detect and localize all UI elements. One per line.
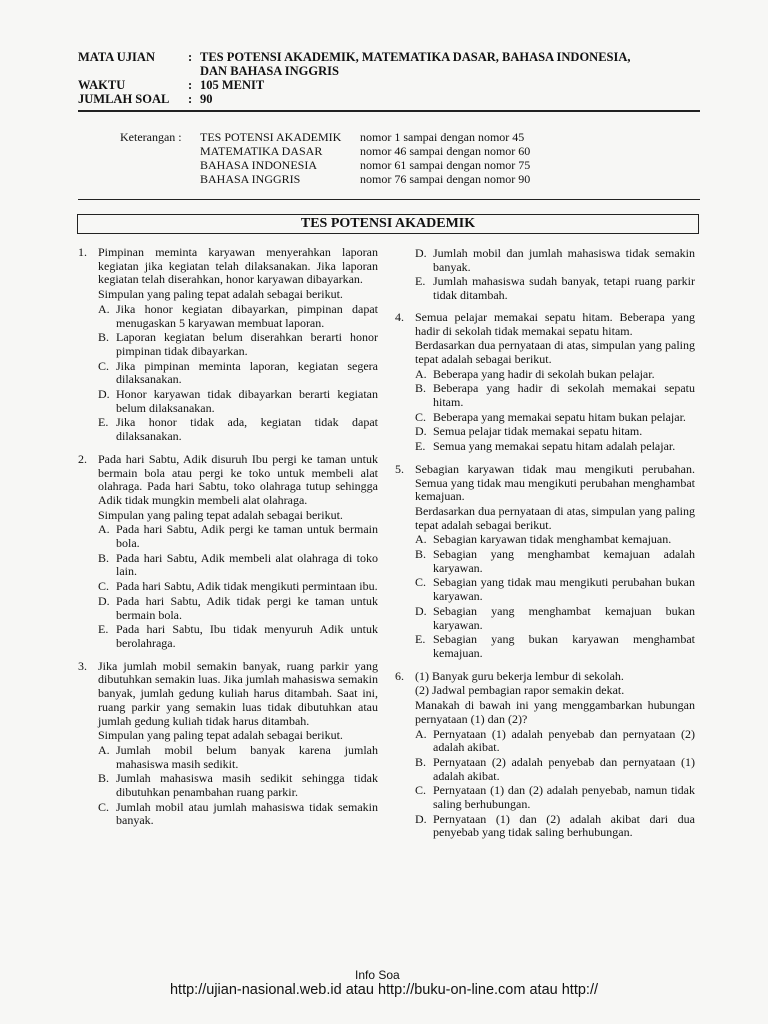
- question-number: 2.: [78, 451, 87, 466]
- header-row-subject: [78, 50, 718, 78]
- question-prompt: Simpulan yang paling tepat adalah sebagai berikut.: [98, 287, 343, 302]
- option-a: A. Pernyataan (1) adalah penyebab dan pernyataan (2) adalah akibat.: [415, 726, 695, 755]
- keterangan-row: [120, 130, 580, 144]
- option-c: C. Pernyataan (1) dan (2) adalah penyebab, namun tidak saling berhubungan.: [415, 783, 695, 812]
- footer-url-link[interactable]: http://ujian-nasional.web.id atau http://buku-on-line.com atau http://: [169, 982, 598, 998]
- option-e: E. Jumlah mahasiswa sudah banyak, tetapi ruang parkir tidak ditambah.: [415, 274, 695, 303]
- option-a: A. Beberapa yang hadir di sekolah bukan pelajar.: [415, 366, 655, 381]
- keterangan-divider: [78, 199, 700, 200]
- option-a: A. Pada hari Sabtu, Adik pergi ke taman untuk bermain bola.: [98, 522, 378, 551]
- header-label: MATA UJIAN: [78, 50, 155, 64]
- header-value: 105 MENIT: [200, 78, 265, 92]
- question-6: [395, 670, 695, 841]
- option-e: E. Semua yang memakai sepatu hitam adalah pelajar.: [415, 439, 676, 454]
- option-e: E. Sebagian yang bukan karyawan menghambat kemajuan.: [415, 632, 695, 660]
- question-2: [78, 453, 378, 652]
- option-d: D. Pernyataan (1) dan (2) adalah akibat dari dua penyebab yang tidak saling berhubungan.: [415, 811, 695, 840]
- header-label: WAKTU: [78, 78, 126, 92]
- section-title: TES POTENSI AKADEMIK: [77, 214, 699, 234]
- option-e: E. Jika honor tidak ada, kegiatan tidak dapat dilaksanakan.: [98, 415, 378, 444]
- statement-1: (1) Banyak guru bekerja lembur di sekolah.: [415, 668, 624, 683]
- keterangan-row: [120, 158, 580, 172]
- option-b: B. Pada hari Sabtu, Adik membeli alat olahraga di toko lain.: [98, 550, 378, 579]
- option-d: D. Sebagian yang menghambat kemajuan bukan karyawan.: [415, 603, 695, 632]
- question-1: [78, 246, 378, 445]
- option-b: B. Laporan kegiatan belum diserahkan berarti honor pimpinan tidak dibayarkan.: [98, 330, 378, 358]
- header-value-line2: DAN BAHASA INGGRIS: [200, 64, 339, 78]
- option-e: E. Pada hari Sabtu, Ibu tidak menyuruh Adik untuk berolahraga.: [98, 622, 378, 650]
- question-stem: Pimpinan meminta karyawan menyerahkan laporan kegiatan jika kegiatan telah dilaksanakan. Jika laporan kegiatan telah diserahkan, honor karyawan dibayarkan.: [98, 245, 378, 287]
- keterangan-label: Keterangan :: [120, 130, 182, 144]
- option-c: C. Beberapa yang memakai sepatu hitam bukan pelajar.: [415, 409, 686, 424]
- keterangan-range: nomor 46 sampai dengan nomor 60: [360, 144, 531, 158]
- keterangan-row: [120, 144, 580, 158]
- exam-header: [78, 50, 718, 106]
- question-3-continued: [395, 247, 695, 303]
- option-a: A. Jumlah mobil belum banyak karena jumlah mahasiswa masih sedikit.: [98, 742, 378, 771]
- option-c: C. Jumlah mobil atau jumlah mahasiswa tidak semakin banyak.: [98, 799, 378, 828]
- header-label: JUMLAH SOAL: [78, 92, 170, 106]
- question-5: [395, 463, 695, 662]
- option-d: D. Pada hari Sabtu, Adik tidak pergi ke taman untuk bermain bola.: [98, 593, 378, 622]
- header-colon: :: [188, 92, 193, 106]
- question-number: 3.: [78, 658, 87, 673]
- keterangan-range: nomor 1 sampai dengan nomor 45: [360, 130, 525, 144]
- keterangan-subject: BAHASA INDONESIA: [200, 158, 318, 172]
- footer-mark: Info Soa: [355, 968, 400, 982]
- keterangan-subject: BAHASA INGGRIS: [200, 172, 301, 186]
- question-3: [78, 660, 378, 829]
- right-column: [395, 246, 695, 849]
- question-number: 5.: [395, 461, 404, 476]
- question-number: 6.: [395, 668, 404, 683]
- option-c: C. Sebagian yang tidak mau mengikuti perubahan bukan karyawan.: [415, 575, 695, 604]
- question-prompt: Simpulan yang paling tepat adalah sebagai berikut.: [98, 728, 343, 743]
- keterangan-range: nomor 61 sampai dengan nomor 75: [360, 158, 531, 172]
- left-column: [78, 246, 378, 837]
- keterangan-block: [120, 130, 580, 186]
- option-d: D. Honor karyawan tidak dibayarkan berarti kegiatan belum dilaksanakan.: [98, 387, 378, 415]
- question-prompt: Manakah di bawah ini yang menggambarkan hubungan pernyataan (1) dan (2)?: [415, 698, 695, 726]
- question-stem: Sebagian karyawan tidak mau mengikuti perubahan. Semua yang tidak mau mengikuti perubahan menghambat kemajuan.: [415, 461, 695, 504]
- header-row-count: [78, 92, 718, 106]
- option-d: D. Semua pelajar tidak memakai sepatu hitam.: [415, 424, 643, 439]
- question-stem: Semua pelajar memakai sepatu hitam. Beberapa yang hadir di sekolah tidak memakai sepatu hitam.: [415, 309, 695, 338]
- option-a: A. Sebagian karyawan tidak menghambat kemajuan.: [415, 532, 672, 547]
- option-b: B. Pernyataan (2) adalah penyebab dan pernyataan (1) adalah akibat.: [415, 754, 695, 783]
- option-b: B. Sebagian yang menghambat kemajuan adalah karyawan.: [415, 547, 695, 575]
- header-value: [200, 50, 718, 78]
- question-number: 1.: [78, 245, 87, 259]
- question-4: [395, 311, 695, 455]
- header-colon: :: [188, 50, 193, 64]
- question-prompt: Simpulan yang paling tepat adalah sebagai berikut.: [98, 507, 343, 522]
- question-stem: Pada hari Sabtu, Adik disuruh Ibu pergi ke taman untuk bermain bola atau pergi ke toko untuk membeli alat olahraga. Pada hari Sabtu, toko olahraga tutup sehingga Adik tidak mungkin membeli alat olahraga.: [98, 451, 378, 507]
- keterangan-subject: TES POTENSI AKADEMIK: [200, 130, 342, 144]
- header-colon: :: [188, 78, 193, 92]
- option-c: C. Jika pimpinan meminta laporan, kegiatan segera dilaksanakan.: [98, 358, 378, 387]
- option-b: B. Jumlah mahasiswa masih sedikit sehingga tidak dibutuhkan penambahan ruang parkir.: [98, 771, 378, 800]
- keterangan-subject: MATEMATIKA DASAR: [200, 144, 323, 158]
- header-value: 90: [200, 92, 213, 106]
- question-prompt: Berdasarkan dua pernyataan di atas, simpulan yang paling tepat adalah sebagai berikut.: [415, 338, 695, 366]
- option-c: C. Pada hari Sabtu, Adik tidak mengikuti permintaan ibu.: [98, 579, 378, 594]
- header-divider: [78, 110, 700, 112]
- keterangan-row: [120, 172, 580, 186]
- question-stem: Jika jumlah mobil semakin banyak, ruang parkir yang dibutuhkan semakin luas. Jika jumlah mahasiswa semakin banyak, jumlah gedung kuliah harus ditambah. Saat ini, ruang parkir yang semakin luas tidak dibutuhkan atau jumlah gedung kuliah tidak harus ditambah.: [98, 658, 378, 728]
- option-b: B. Beberapa yang hadir di sekolah memakai sepatu hitam.: [415, 381, 695, 410]
- statement-2: (2) Jadwal pembagian rapor semakin dekat.: [415, 683, 625, 698]
- option-a: A. Jika honor kegiatan dibayarkan, pimpinan dapat menugaskan 5 karyawan membuat laporan.: [98, 301, 378, 330]
- option-d: D. Jumlah mobil dan jumlah mahasiswa tidak semakin banyak.: [415, 246, 695, 274]
- header-value-line1: TES POTENSI AKADEMIK, MATEMATIKA DASAR, BAHASA INDONESIA,: [200, 50, 631, 64]
- keterangan-range: nomor 76 sampai dengan nomor 90: [360, 172, 531, 186]
- question-prompt: Berdasarkan dua pernyataan di atas, simpulan yang paling tepat adalah sebagai berikut.: [415, 503, 695, 532]
- question-number: 4.: [395, 309, 404, 324]
- header-row-time: [78, 78, 718, 92]
